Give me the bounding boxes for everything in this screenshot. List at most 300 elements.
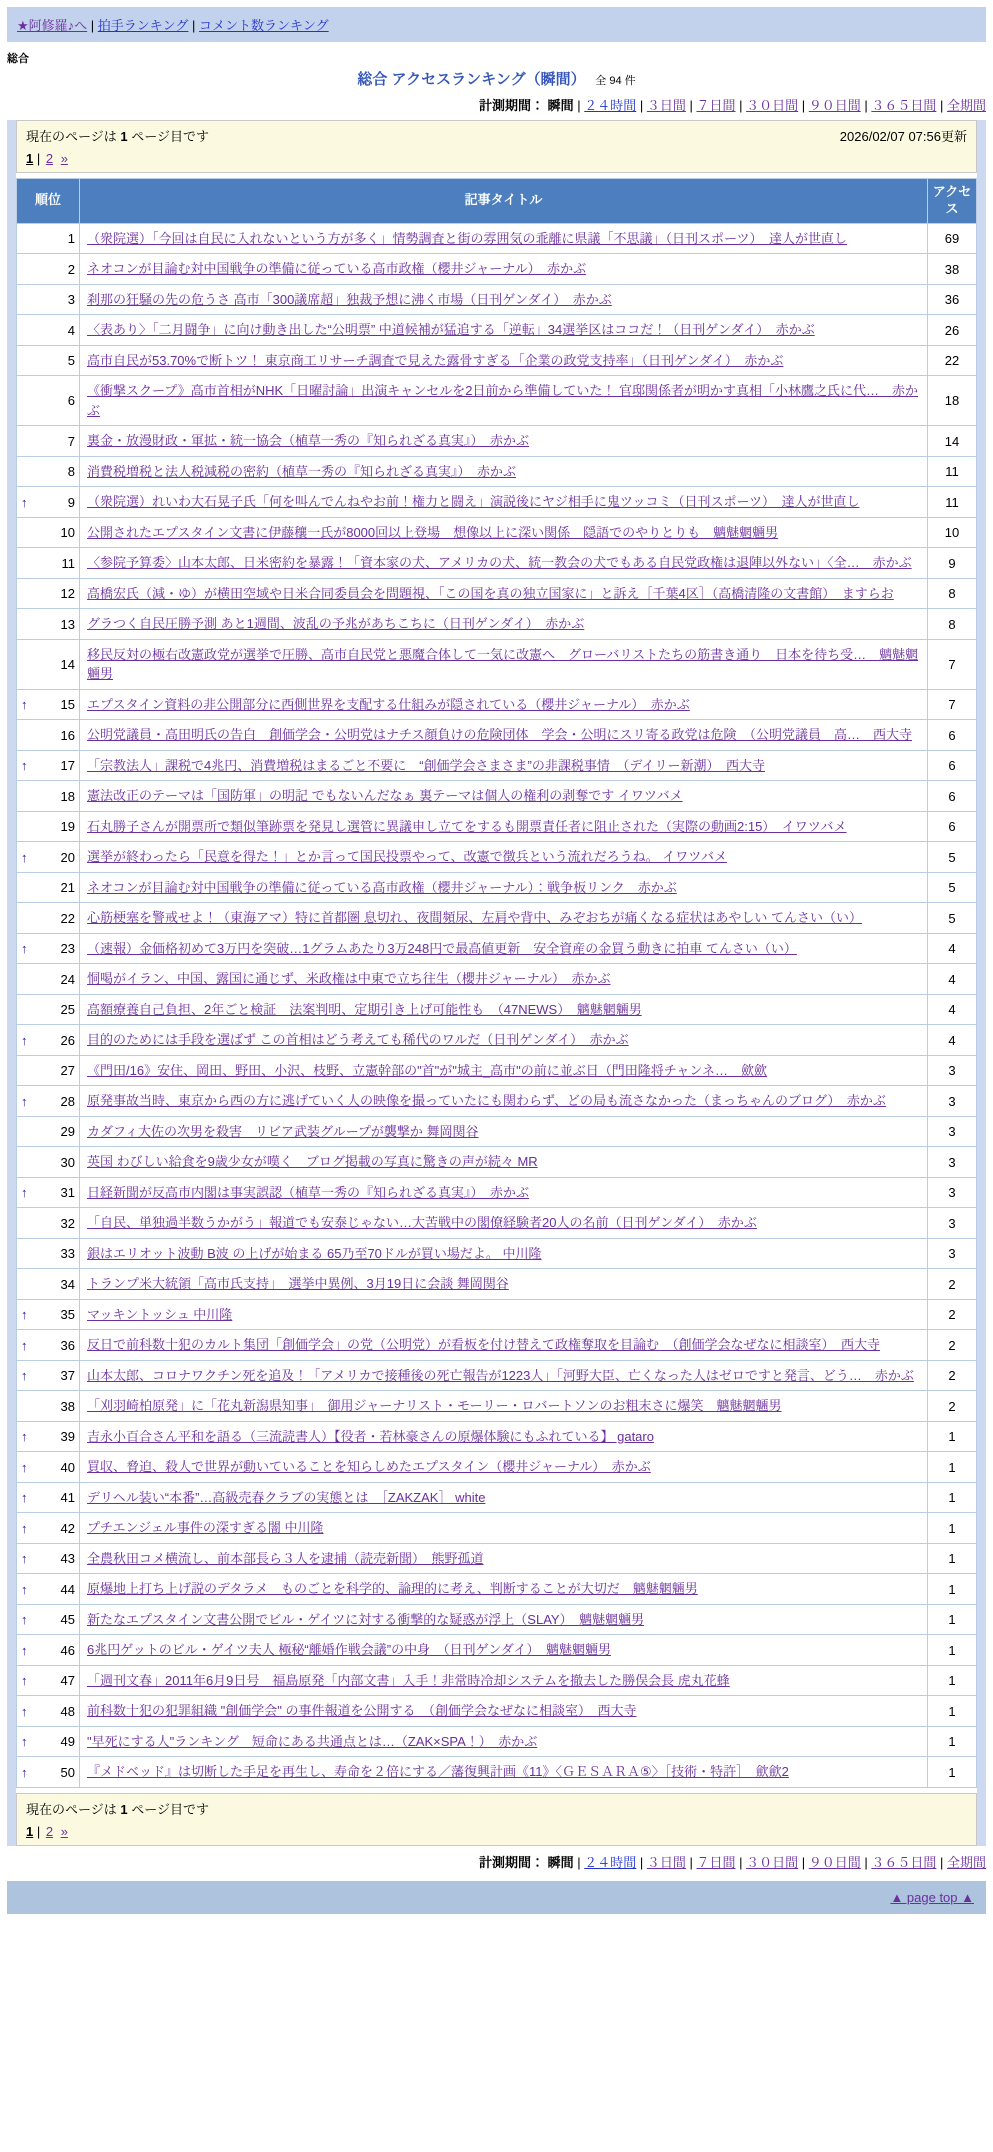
up-arrow-icon: ↑	[21, 494, 28, 510]
table-row	[17, 1177, 977, 1208]
period-option-link[interactable]: ３日間	[646, 1854, 686, 1870]
access-count: 5	[928, 903, 977, 934]
rank-number: 32	[60, 1215, 75, 1231]
access-count: 4	[928, 1025, 977, 1056]
rank-cell	[17, 315, 80, 346]
access-count: 2	[928, 1360, 977, 1391]
title-cell	[80, 1360, 928, 1391]
table-row	[17, 872, 977, 903]
table-row	[17, 720, 977, 751]
access-count: 5	[928, 872, 977, 903]
table-row	[17, 1116, 977, 1147]
access-count: 1	[928, 1421, 977, 1452]
article-link[interactable]: 原爆地上打ち上げ説のデタラメ ものごとを科学的、論理的に考え、判断することが大切だ 魑魅魍魎男	[87, 1581, 698, 1597]
table-row	[17, 639, 977, 689]
title-cell	[80, 1604, 928, 1635]
period-option-link[interactable]: ９０日間	[808, 1854, 861, 1870]
page-number-link[interactable]: 2	[45, 1823, 54, 1839]
article-link[interactable]: "早死にする人"ランキング 短命にある共通点とは…（ZAK×SPA！） 赤かぶ	[87, 1733, 538, 1749]
rank-cell	[17, 1360, 80, 1391]
page-links: 1 | 2 »	[26, 151, 68, 166]
title-cell	[80, 933, 928, 964]
title-cell	[80, 1330, 928, 1361]
table-row	[17, 1360, 977, 1391]
up-arrow-icon: ↑	[21, 1551, 28, 1567]
article-link[interactable]: ネオコンが目論む対中国戦争の準備に従っている高市政権（櫻井ジャーナル） 赤かぶ	[87, 261, 587, 277]
access-count: 14	[928, 426, 977, 457]
article-link[interactable]: 高橋宏氏（減・ゆ）が横田空域や日米合同委員会を問題視、「この国を真の独立国家に」と訴え［千葉4区］（高橋清隆の文書館） ますらお	[87, 585, 894, 601]
access-count: 1	[928, 1513, 977, 1544]
table-row	[17, 1665, 977, 1696]
period-option-link[interactable]: ７日間	[696, 1854, 736, 1870]
rank-number: 36	[60, 1337, 75, 1353]
access-count: 36	[928, 284, 977, 315]
up-arrow-icon: ↑	[21, 697, 28, 713]
page-number-link[interactable]: 2	[45, 151, 54, 166]
rank-number: 43	[60, 1551, 75, 1567]
up-arrow-icon: ↑	[21, 1368, 28, 1384]
rank-cell	[17, 1665, 80, 1696]
period-nav-label: 計測期間：	[478, 98, 544, 113]
article-link[interactable]: 裏金・放漫財政・軍拡・統一協会（植草一秀の『知られざる真実』） 赤かぶ	[87, 433, 530, 449]
article-link[interactable]: （衆院選）「今回は自民に入れないという方が多く」情勢調査と街の雰囲気の乖離に県議「不思議」（日刊スポーツ） 達人が世直し	[87, 230, 847, 246]
article-link[interactable]: 高市自民が53.70%で断トツ！ 東京商工リサーチ調査で見えた露骨すぎる「企業の政党支持率」（日刊ゲンダイ） 赤かぶ	[87, 352, 784, 368]
period-option-link[interactable]: ７日間	[696, 98, 736, 113]
table-row	[17, 964, 977, 995]
table-row	[17, 1696, 977, 1727]
article-link[interactable]: カダフィ大佐の次男を殺害 リビア武装グループが襲撃か 舞岡関谷	[87, 1123, 479, 1139]
title-row	[7, 68, 986, 89]
article-link[interactable]: プチエンジェル事件の深すぎる闇 中川隆	[87, 1520, 324, 1536]
rank-cell	[17, 1452, 80, 1483]
rank-number: 23	[60, 941, 75, 957]
rank-cell	[17, 1726, 80, 1757]
access-count: 7	[928, 689, 977, 720]
content-frame	[7, 120, 986, 1846]
access-count: 11	[928, 456, 977, 487]
rank-cell	[17, 994, 80, 1025]
period-option-link[interactable]: ２４時間	[584, 98, 637, 113]
table-row	[17, 1604, 977, 1635]
title-cell	[80, 781, 928, 812]
article-link[interactable]: 吉永小百合さん平和を語る（三流読書人）【役者・若林豪さんの原爆体験にもふれている】 gataro	[87, 1428, 654, 1444]
article-link[interactable]: 恫喝がイラン、中国、露国に通じず、米政権は中東で立ち往生（櫻井ジャーナル） 赤かぶ	[87, 971, 611, 987]
rank-number: 44	[60, 1581, 75, 1597]
article-link[interactable]: 「刈羽崎柏原発」に「花丸新潟県知事」 御用ジャーナリスト・モーリー・ロバートソンのお粗末さに爆笑 魑魅魍魎男	[87, 1398, 782, 1414]
title-cell	[80, 578, 928, 609]
period-option-link[interactable]: ３日間	[646, 98, 686, 113]
access-count: 6	[928, 811, 977, 842]
article-link[interactable]: （速報）金価格初めて3万円を突破…1グラムあたり3万248円で最高値更新 安全資産の金買う動きに拍車 てんさい（い）	[87, 940, 797, 956]
title-cell	[80, 1482, 928, 1513]
access-count: 1	[928, 1543, 977, 1574]
rank-number: 19	[60, 819, 75, 835]
article-link[interactable]: 《門田/16》安住、岡田、野田、小沢、枝野、立憲幹部の"首"が"城主_高市"の前に並ぶ日（門田隆将チャンネ… 歛歛	[87, 1062, 767, 1078]
title-cell	[80, 284, 928, 315]
article-link[interactable]: 日経新聞が反高市内閣は事実誤認（植草一秀の『知られざる真実』） 赤かぶ	[87, 1184, 530, 1200]
access-count: 1	[928, 1482, 977, 1513]
rank-number: 50	[60, 1764, 75, 1780]
up-arrow-icon: ↑	[21, 758, 28, 774]
page-title: 総合 アクセスランキング（瞬間）	[357, 71, 586, 88]
rank-cell	[17, 903, 80, 934]
up-arrow-icon: ↑	[21, 1581, 28, 1597]
up-arrow-icon: ↑	[21, 1459, 28, 1475]
topbar-link-asyura[interactable]: ★阿修羅♪へ	[17, 18, 88, 33]
access-count: 2	[928, 1391, 977, 1422]
rank-number: 35	[60, 1307, 75, 1323]
access-count: 26	[928, 315, 977, 346]
rank-number: 4	[67, 322, 75, 338]
table-row	[17, 1452, 977, 1483]
rank-number: 7	[67, 433, 75, 449]
access-count: 1	[928, 1665, 977, 1696]
access-count: 3	[928, 1208, 977, 1239]
up-arrow-icon: ↑	[21, 1520, 28, 1536]
title-cell	[80, 1238, 928, 1269]
table-row	[17, 548, 977, 579]
article-link[interactable]: 消費税増税と法人税減税の密約（植草一秀の『知られざる真実』） 赤かぶ	[87, 463, 517, 479]
table-row	[17, 1574, 977, 1605]
table-header-row	[17, 179, 977, 224]
article-link[interactable]: ネオコンが目論む対中国戦争の準備に従っている高市政権（櫻井ジャーナル）：戦争板リンク 赤かぶ	[87, 879, 677, 895]
access-count: 7	[928, 639, 977, 689]
article-link[interactable]: 公明党議員・高田明氏の告白 創価学会・公明党はナチス顔負けの危険団体 学会・公明にスリ寄る政党は危険 （公明党議員 高… 西大寺	[87, 727, 912, 743]
access-count: 38	[928, 254, 977, 285]
article-link[interactable]: 反日で前科数十犯のカルト集団「創価学会」の党（公明党）が看板を付け替えて政権奪取を目論む （創価学会なぜなに相談室） 西大寺	[87, 1337, 881, 1353]
period-option-link[interactable]: ９０日間	[808, 98, 861, 113]
up-arrow-icon: ↑	[21, 1703, 28, 1719]
table-row	[17, 345, 977, 376]
table-row	[17, 903, 977, 934]
title-cell	[80, 872, 928, 903]
article-link[interactable]: マッキントッシュ 中川隆	[87, 1306, 233, 1322]
rank-cell	[17, 1025, 80, 1056]
title-cell	[80, 1513, 928, 1544]
article-link[interactable]: 刹那の狂騒の先の危うさ 高市「300議席超」独裁予想に沸く市場（日刊ゲンダイ） 赤かぶ	[87, 291, 612, 307]
up-arrow-icon: ↑	[21, 1673, 28, 1689]
up-arrow-icon: ↑	[21, 1764, 28, 1780]
access-count: 1	[928, 1726, 977, 1757]
rank-cell	[17, 578, 80, 609]
article-link[interactable]: 目的のためには手段を選ばず この首相はどう考えても稀代のワルだ（日刊ゲンダイ） 赤かぶ	[87, 1032, 629, 1048]
rank-number: 8	[67, 464, 75, 480]
article-link[interactable]: 「宗教法人」課税で4兆円、消費増税はまるごと不要に “創価学会さまさま”の非課税事情 （デイリー新潮） 西大寺	[87, 757, 765, 773]
article-link[interactable]: 移民反対の極右改憲政党が選挙で圧勝、高市自民党と悪魔合体して一気に改憲へ グローバリストたちの筋書き通り 日本を待ち受… 魑魅魍魎男	[87, 646, 919, 682]
rank-cell	[17, 639, 80, 689]
page-links: 1 | 2 »	[26, 1823, 68, 1839]
top-nav-bar	[7, 7, 986, 42]
up-arrow-icon: ↑	[21, 941, 28, 957]
topbar-link-comment-ranking[interactable]: コメント数ランキング	[199, 18, 329, 33]
access-count: 6	[928, 720, 977, 751]
pagination-box-bottom	[16, 1793, 977, 1846]
table-row	[17, 609, 977, 640]
rank-cell	[17, 1482, 80, 1513]
title-cell	[80, 964, 928, 995]
period-option-link[interactable]: 全期間	[946, 98, 986, 113]
title-cell	[80, 254, 928, 285]
access-count: 8	[928, 578, 977, 609]
rank-cell	[17, 1208, 80, 1239]
table-row	[17, 811, 977, 842]
table-row	[17, 1299, 977, 1330]
title-cell	[80, 811, 928, 842]
article-link[interactable]: 6兆円ゲットのビル・ゲイツ夫人 極秘“離婚作戦会議”の中身 （日刊ゲンダイ） 魑魅魍魎男	[87, 1642, 612, 1658]
article-link[interactable]: グラつく自民圧勝予測 あと1週間、波乱の予兆があちこちに（日刊ゲンダイ） 赤かぶ	[87, 616, 585, 632]
access-count: 11	[928, 487, 977, 518]
rank-number: 41	[60, 1490, 75, 1506]
table-row	[17, 1635, 977, 1666]
article-link[interactable]: エプスタイン資料の非公開部分に西側世界を支配する仕組みが隠されている（櫻井ジャーナル） 赤かぶ	[87, 696, 690, 712]
rank-cell	[17, 1330, 80, 1361]
period-option-link[interactable]: ２４時間	[584, 1854, 637, 1870]
title-cell	[80, 1635, 928, 1666]
access-count: 1	[928, 1604, 977, 1635]
article-link[interactable]: 原発事故当時、東京から西の方に逃げていく人の映像を撮っていたにも関わらず、どの局も流さなかった（まっちゃんのブログ） 赤かぶ	[87, 1093, 886, 1109]
up-arrow-icon: ↑	[21, 1032, 28, 1048]
next-page-link[interactable]: »	[60, 151, 68, 166]
topbar-link-hakushu-ranking[interactable]: 拍手ランキング	[97, 18, 189, 33]
article-link[interactable]: トランプ米大統領「高市氏支持」 選挙中異例、3月19日に会談 舞岡関谷	[87, 1276, 509, 1292]
rank-cell	[17, 517, 80, 548]
title-cell	[80, 315, 928, 346]
article-link[interactable]: 石丸勝子さんが開票所で類似筆跡票を発見し選管に異議申し立てをするも開票責任者に阻止された（実際の動画2:15） イワツバメ	[87, 818, 847, 834]
access-count: 5	[928, 842, 977, 873]
article-link[interactable]: 『メドベッド』は切断した手足を再生し、寿命を２倍にする／藩復興計画《11》〈ＧＥＳＡＲＡ⑤〉［技術・特許］ 歛歛2	[87, 1764, 789, 1780]
current-page-text: 現在のページは 1 ページ目です	[26, 1801, 209, 1817]
title-cell	[80, 842, 928, 873]
access-count: 18	[928, 376, 977, 426]
table-row	[17, 1513, 977, 1544]
article-link[interactable]: 「自民、単独過半数うかがう」報道でも安泰じゃない…大苦戦中の閣僚経験者20人の名前（日刊ゲンダイ） 赤かぶ	[87, 1215, 757, 1231]
title-cell	[80, 376, 928, 426]
table-row	[17, 1055, 977, 1086]
rank-number: 38	[60, 1398, 75, 1414]
article-link[interactable]: 心筋梗塞を警戒せよ！（東海アマ）特に首都圏 息切れ、夜間頻尿、左肩や背中、みぞおちが痛くなる症状はあやしい てんさい（い）	[87, 910, 863, 926]
article-link[interactable]: 《衝撃スクープ》高市首相がNHK「日曜討論」出演キャンセルを2日前から準備していた！ 官邸関係者が明かす真相「小林鷹之氏に代… 赤かぶ	[87, 383, 919, 418]
title-cell	[80, 548, 928, 579]
access-count: 2	[928, 1269, 977, 1300]
up-arrow-icon: ↑	[21, 1429, 28, 1445]
table-row	[17, 578, 977, 609]
total-count: 全 94 件	[595, 75, 636, 87]
table-row	[17, 1391, 977, 1422]
rank-cell	[17, 842, 80, 873]
title-cell	[80, 1391, 928, 1422]
rank-cell	[17, 1543, 80, 1574]
access-count: 1	[928, 1757, 977, 1788]
article-link[interactable]: 〈参院予算委〉山本太郎、日米密約を暴露！「資本家の犬、アメリカの犬、統一教会の犬でもある自民党政権は退陣以外ない」〈全… 赤かぶ	[87, 555, 912, 571]
rank-cell	[17, 720, 80, 751]
period-option-link[interactable]: ３０日間	[746, 1854, 799, 1870]
article-link[interactable]: 全農秋田コメ横流し、前本部長ら３人を逮捕（読売新聞） 熊野孤道	[87, 1550, 484, 1566]
rank-number: 17	[60, 758, 75, 774]
rank-cell	[17, 1574, 80, 1605]
article-link[interactable]: 公開されたエプスタイン文書に伊藤穰一氏が8000回以上登場 想像以上に深い関係 隠語でのやりとりも 魑魅魍魎男	[87, 524, 779, 540]
period-option-link[interactable]: 全期間	[946, 1854, 986, 1870]
up-arrow-icon: ↑	[21, 849, 28, 865]
rank-number: 11	[61, 555, 75, 571]
rank-cell	[17, 933, 80, 964]
rank-number: 48	[60, 1703, 75, 1719]
rank-number: 49	[60, 1734, 75, 1750]
table-row	[17, 1421, 977, 1452]
table-row	[17, 487, 977, 518]
next-page-link[interactable]: »	[60, 1823, 68, 1839]
rank-cell	[17, 345, 80, 376]
table-row	[17, 456, 977, 487]
rank-cell	[17, 811, 80, 842]
rank-number: 37	[60, 1368, 75, 1384]
access-count: 9	[928, 548, 977, 579]
rank-cell	[17, 1757, 80, 1788]
current-page-text: 現在のページは 1 ページ目です	[26, 129, 209, 144]
rank-number: 12	[60, 586, 75, 602]
article-link[interactable]: 〈表あり〉「二月闘争」に向け動き出した“公明票” 中道候補が猛追する「逆転」34選挙区はココだ！（日刊ゲンダイ） 赤かぶ	[87, 322, 815, 338]
title-cell	[80, 1147, 928, 1178]
article-link[interactable]: （衆院選）れいわ大石晃子氏「何を叫んでんねやお前！権力と闘え」演説後にヤジ相手に鬼ツッコミ（日刊スポーツ） 達人が世直し	[87, 494, 860, 510]
rank-cell	[17, 689, 80, 720]
title-cell	[80, 903, 928, 934]
rank-number: 22	[60, 910, 75, 926]
title-cell	[80, 689, 928, 720]
title-cell	[80, 1269, 928, 1300]
period-nav-top: 計測期間： 瞬間 | ２４時間 | ３日間 | ７日間 | ３０日間 | ９０日間 | ３６５日間 | 全期間	[478, 98, 986, 113]
rank-number: 40	[60, 1459, 75, 1475]
rank-number: 33	[60, 1246, 75, 1262]
access-count: 3	[928, 1116, 977, 1147]
period-current: 瞬間	[547, 1854, 574, 1870]
pagination-box-top	[16, 120, 977, 173]
title-cell	[80, 487, 928, 518]
table-row	[17, 284, 977, 315]
rank-number: 31	[60, 1185, 75, 1201]
separator: |	[192, 18, 200, 33]
up-arrow-icon: ↑	[21, 1612, 28, 1628]
title-cell	[80, 223, 928, 254]
column-header-title: 記事タイトル	[80, 179, 928, 224]
access-count: 3	[928, 1177, 977, 1208]
rank-number: 26	[60, 1032, 75, 1048]
period-option-link[interactable]: ３０日間	[746, 98, 799, 113]
access-count: 1	[928, 1452, 977, 1483]
table-row	[17, 1086, 977, 1117]
access-count: 4	[928, 964, 977, 995]
rank-cell	[17, 1513, 80, 1544]
table-row	[17, 933, 977, 964]
table-row	[17, 689, 977, 720]
rank-cell	[17, 1604, 80, 1635]
access-count: 2	[928, 1299, 977, 1330]
table-row	[17, 1025, 977, 1056]
article-link[interactable]: 山本太郎、コロナワクチン死を追及！「アメリカで接種後の死亡報告が1223人」「河野大臣、亡くなった人はゼロですと発言、どう… 赤かぶ	[87, 1367, 914, 1383]
article-link[interactable]: 銀はエリオット波動 B波 の上げが始まる 65乃至70ドルが買い場だよ。 中川隆	[87, 1245, 542, 1261]
table-row	[17, 1147, 977, 1178]
rank-cell	[17, 1299, 80, 1330]
rank-number: 42	[60, 1520, 75, 1536]
table-row	[17, 376, 977, 426]
table-row	[17, 223, 977, 254]
rank-cell	[17, 1086, 80, 1117]
article-link[interactable]: 買収、脅迫、殺人で世界が動いていることを知らしめたエプスタイン（櫻井ジャーナル） 赤かぶ	[87, 1459, 651, 1475]
up-arrow-icon: ↑	[21, 1734, 28, 1750]
rank-cell	[17, 781, 80, 812]
access-count: 4	[928, 933, 977, 964]
title-cell	[80, 1421, 928, 1452]
article-link[interactable]: 新たなエプスタイン文書公開でビル・ゲイツに対する衝撃的な疑惑が浮上（SLAY） 魑魅魍魎男	[87, 1611, 645, 1627]
separator: |	[90, 18, 98, 33]
table-row	[17, 315, 977, 346]
table-row	[17, 1726, 977, 1757]
access-count: 1	[928, 1574, 977, 1605]
table-row	[17, 517, 977, 548]
rank-number: 24	[60, 971, 75, 987]
article-link[interactable]: デリヘル装い“本番”…高級売春クラブの実態とは ［ZAKZAK］ white	[87, 1489, 486, 1505]
access-count: 6	[928, 750, 977, 781]
rank-number: 1	[67, 231, 75, 247]
title-cell	[80, 1665, 928, 1696]
period-option-link[interactable]: ３６５日間	[871, 98, 937, 113]
title-cell	[80, 517, 928, 548]
table-row	[17, 1208, 977, 1239]
rank-cell	[17, 1269, 80, 1300]
title-cell	[80, 1086, 928, 1117]
article-link[interactable]: 憲法改正のテーマは「国防軍」の明記 でもないんだなぁ 裏テーマは個人の権利の剥奪です イワツバメ	[87, 788, 683, 804]
article-link[interactable]: 英国 わびしい給食を9歳少女が嘆く ブログ掲載の写真に驚きの声が続々 MR	[87, 1154, 538, 1170]
up-arrow-icon: ↑	[21, 1490, 28, 1506]
table-row	[17, 1482, 977, 1513]
title-cell	[80, 1452, 928, 1483]
access-count: 3	[928, 1055, 977, 1086]
up-arrow-icon: ↑	[21, 1307, 28, 1323]
table-row	[17, 254, 977, 285]
period-option-link[interactable]: ３６５日間	[871, 1854, 937, 1870]
rank-cell	[17, 1055, 80, 1086]
rank-number: 34	[60, 1276, 75, 1292]
rank-number: 16	[60, 727, 75, 743]
access-count: 6	[928, 781, 977, 812]
article-link[interactable]: 前科数十犯の犯罪組織 "創価学会" の事件報道を公開する （創価学会なぜなに相談室） 西大寺	[87, 1703, 637, 1719]
title-cell	[80, 750, 928, 781]
rank-cell	[17, 223, 80, 254]
rank-cell	[17, 964, 80, 995]
rank-cell	[17, 456, 80, 487]
rank-cell	[17, 284, 80, 315]
rank-cell	[17, 609, 80, 640]
rank-cell	[17, 254, 80, 285]
title-cell	[80, 1726, 928, 1757]
rank-number: 39	[60, 1429, 75, 1445]
article-link[interactable]: 「週刊文春」2011年6月9日号 福島原発「内部文書」入手！非常時冷却システムを撤去した勝俣会長 虎丸花蜂	[87, 1672, 730, 1688]
page-top-link[interactable]: ▲ page top ▲	[890, 1889, 974, 1905]
article-link[interactable]: 高額療養自己負担、2年ごと検証 法案判明、定期引き上げ可能性も （47NEWS） 魑魅魍魎男	[87, 1001, 642, 1017]
rank-number: 46	[60, 1642, 75, 1658]
rank-cell	[17, 1391, 80, 1422]
table-row	[17, 1757, 977, 1788]
table-row	[17, 750, 977, 781]
rank-number: 30	[60, 1154, 75, 1170]
access-count: 8	[928, 609, 977, 640]
article-link[interactable]: 選挙が終わったら「民意を得た！」とか言って国民投票やって、改憲で徴兵という流れだろうね。 イワツバメ	[87, 849, 727, 865]
rank-cell	[17, 548, 80, 579]
rank-cell	[17, 1177, 80, 1208]
rank-cell	[17, 1696, 80, 1727]
table-row	[17, 1543, 977, 1574]
rank-number: 29	[60, 1124, 75, 1140]
up-arrow-icon: ↑	[21, 1093, 28, 1109]
title-cell	[80, 345, 928, 376]
